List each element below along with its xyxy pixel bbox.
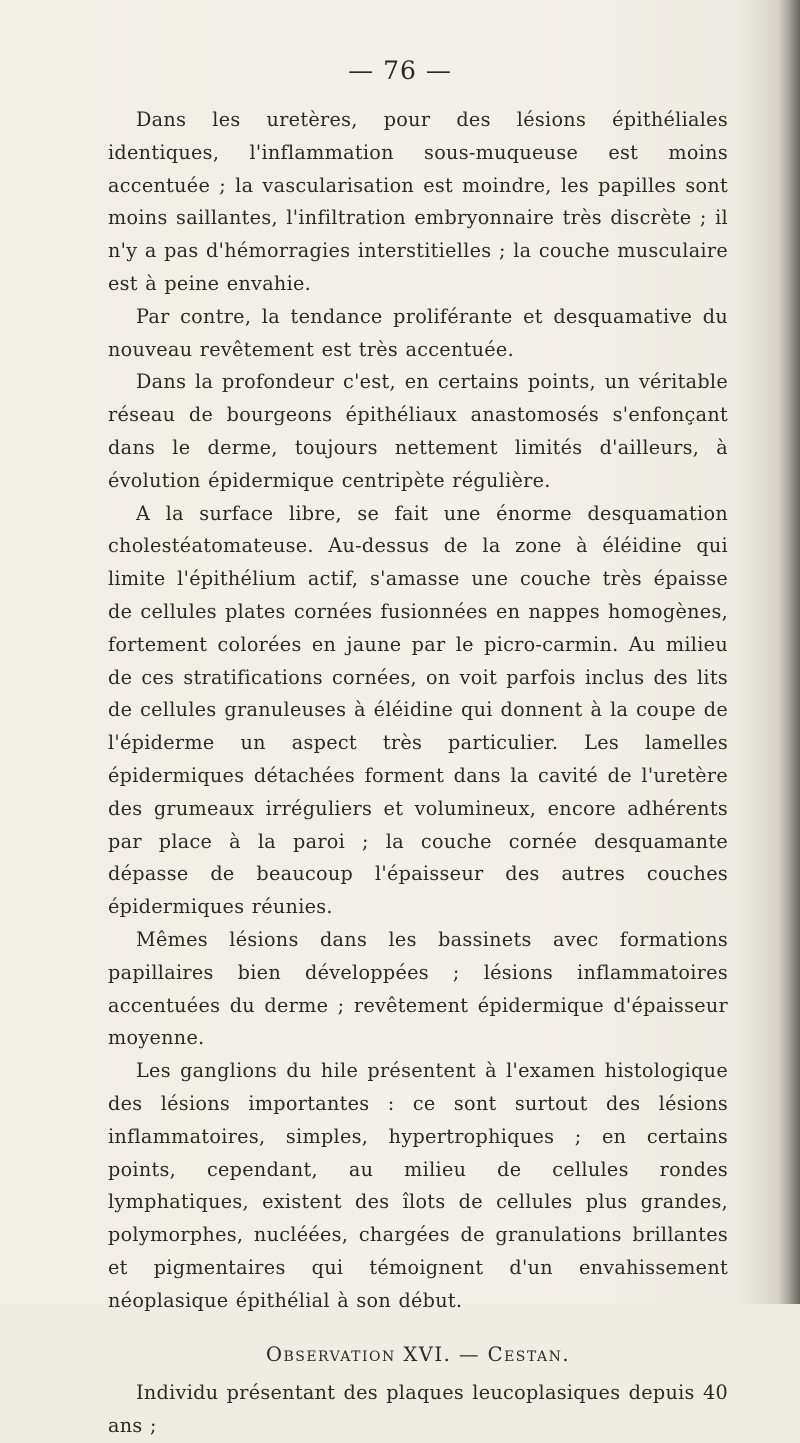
paragraph-ureteres: Dans les uretères, pour des lésions épithéliales identiques, l'inflammation sous-muqueuse est moins accentuée ; la vascularisation est moindre, les papilles sont moins saillantes, l'infiltration embryonnaire très discrète ; il n'y a pas d'hémorragies interstitielles ; la couche musculaire est à peine envahie.: [108, 108, 728, 295]
paragraph-par-contre: Par contre, la tendance proliférante et desquamative du nouveau revêtement est très accentuée.: [108, 304, 728, 361]
paragraph-individu: Individu présentant des plaques leucoplasiques depuis 40 ans ;: [108, 1381, 728, 1438]
observation-heading: Observation XVI. — Cestan.: [265, 1343, 571, 1367]
body-text: [108, 104, 728, 1443]
paragraph-profondeur: Dans la profondeur c'est, en certains points, un véritable réseau de bourgeons épithéliaux anastomosés s'enfonçant dans le derme, toujours nettement limités d'ailleurs, à évolution épidermique centripète régulière.: [108, 370, 728, 492]
paragraph-bassinets: Mêmes lésions dans les bassinets avec formations papillaires bien développées ; lésions inflammatoires accentuées du derme ; revêtement épidermique d'épaisseur moyenne.: [108, 927, 728, 1050]
paragraph-ganglions: Les ganglions du hile présentent à l'examen histologique des lésions importantes : ce sont surtout des lésions inflammatoires, simples, hypertrophiques ; en certains points, cependant, au milieu de cellules rondes lymphatiques, existent des îlots de cellules plus grandes, polymorphes, nucléées, chargées de granulations brillantes et pigmentaires qui témoignent d'un envahissement néoplasique épithélial à son début.: [108, 1059, 728, 1312]
page-number: — 76 —: [348, 56, 452, 85]
page-edge-shadow: [778, 0, 800, 1304]
paragraph-surface-libre: A la surface libre, se fait une énorme desquamation cholestéatomateuse. Au-dessus de la zone à éléidine qui limite l'épithélium actif, s'amasse une couche très épaisse de cellules plates cornées fusionnées en nappes homogènes, fortement colorées en jaune par le picro-carmin. Au milieu de ces stratifications cornées, on voit parfois inclus des lits de cellules granuleuses à éléidine qui donnent à la coupe de l'épiderme un aspect très particulier. Les lamelles épidermiques détachées forment dans la cavité de l'uretère des grumeaux irréguliers et volumineux, encore adhérents par place à la paroi ; la couche cornée desquamante dépasse de beaucoup l'épaisseur des autres couches épidermiques réunies.: [108, 501, 728, 919]
